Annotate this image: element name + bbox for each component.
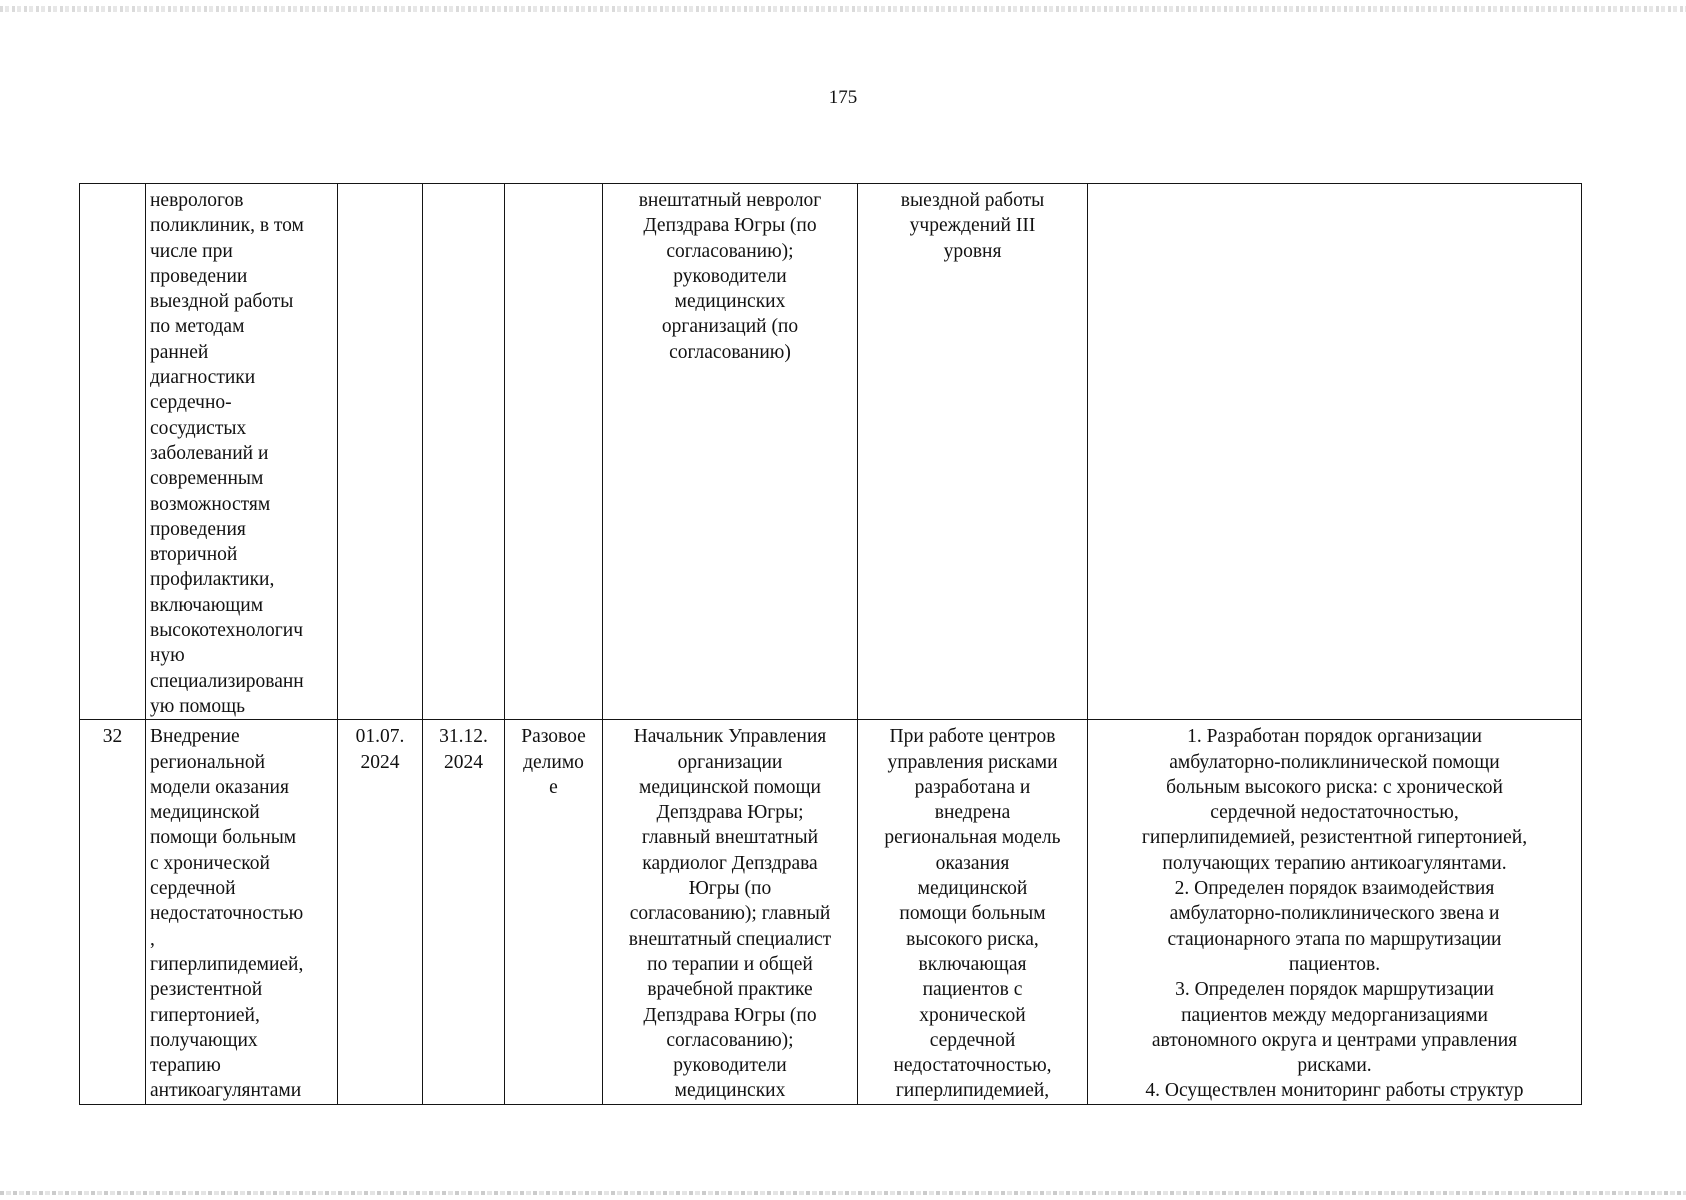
cell-text-line: специализированн xyxy=(150,670,304,692)
cell-text-line: гиперлипидемией, xyxy=(895,1080,1050,1102)
measures-table xyxy=(79,183,1582,1105)
cell-text-line: недостаточностью xyxy=(150,903,304,925)
cell-text-line: руководители xyxy=(673,265,787,287)
cell-text-line: внештатный специалист xyxy=(628,928,832,950)
cell-text-line: согласованию); главный xyxy=(629,903,831,925)
cell-text-line: 1. Разработан порядок организации xyxy=(1187,726,1482,748)
cell-text-line: ую помощь xyxy=(150,695,246,717)
cell-text-line: медицинской xyxy=(150,802,260,824)
cell-text-line: Югры (по xyxy=(688,878,772,900)
cell-text-line: медицинской xyxy=(917,878,1028,900)
cell-text-line: по методам xyxy=(150,316,245,338)
cell-text-line: оказания xyxy=(935,852,1010,874)
cell-text-line: профилактики, xyxy=(150,569,275,591)
cell-text-line: уровня xyxy=(943,240,1002,262)
cell-text-line: При работе центров xyxy=(889,726,1056,748)
cell-text-line: организаций (по xyxy=(661,316,799,338)
measure-type-cell xyxy=(505,184,603,720)
cell-text-line: неврологов xyxy=(150,190,244,211)
cell-text-line: ранней xyxy=(150,341,209,363)
measure-type-cell xyxy=(505,720,603,1104)
cell-text-line: высокотехнологич xyxy=(150,620,304,642)
cell-text-line: гипертонией, xyxy=(150,1004,260,1026)
cell-text-line: включающая xyxy=(918,953,1027,975)
cell-text-line: поликлиник, в том xyxy=(150,215,304,237)
cell-text-line: недостаточностью, xyxy=(893,1055,1052,1077)
cell-text-line: учреждений III xyxy=(909,215,1036,237)
cell-text-line: числе при xyxy=(150,240,233,262)
cell-text-line: сердечной недостаточностью, xyxy=(1210,802,1459,824)
cell-text-line: руководители xyxy=(673,1055,787,1077)
cell-text-line: сердечно- xyxy=(150,392,232,414)
cell-text-line: согласованию); xyxy=(666,240,794,262)
cell-text-line: внештатный невролог xyxy=(638,190,822,211)
cell-text-line: стационарного этапа по маршрутизации xyxy=(1167,928,1502,950)
cell-text-line: , xyxy=(150,928,155,950)
row-number: 32 xyxy=(102,726,123,748)
cell-text-line: современным xyxy=(150,468,264,490)
start-date-cell xyxy=(338,184,423,720)
end-date-cell xyxy=(423,720,505,1104)
cell-text-line: Депздрава Югры; xyxy=(656,802,804,824)
cell-text-line: медицинских xyxy=(674,291,786,313)
measure-cell xyxy=(146,184,338,720)
cell-text-line: согласованию) xyxy=(669,341,791,363)
cell-text-line: 01.07. xyxy=(355,726,405,748)
cell-text-line: вторичной xyxy=(150,544,238,566)
cell-text-line: терапию xyxy=(150,1055,221,1077)
cell-text-line: проведении xyxy=(150,265,248,287)
row-number-cell xyxy=(80,184,146,720)
cell-text-line: региональная модель xyxy=(884,827,1061,849)
row-number-cell xyxy=(80,720,146,1104)
cell-text-line: медицинской помощи xyxy=(639,776,821,798)
cell-text-line: больным высокого риска: с хронической xyxy=(1166,776,1503,798)
cell-text-line: Начальник Управления xyxy=(633,726,827,748)
cell-text-line: 4. Осуществлен мониторинг работы структур xyxy=(1145,1080,1524,1102)
cell-text-line: амбулаторно-поликлинического звена и xyxy=(1169,903,1500,925)
cell-text-line: сосудистых xyxy=(150,417,247,439)
measure-cell xyxy=(146,720,338,1104)
cell-text-line: врачебной практике xyxy=(647,979,813,1001)
responsible-cell xyxy=(603,184,858,720)
cell-text-line: выездной работы xyxy=(150,291,294,313)
page-number: 175 xyxy=(828,87,858,108)
cell-text-line: помощи больным xyxy=(899,903,1046,925)
cell-text-line: Разовое xyxy=(521,726,586,748)
cell-text-line: выездной работы xyxy=(900,190,1045,211)
cell-text-line: ную xyxy=(150,645,185,667)
cell-text-line: автономного округа и центрами управления xyxy=(1151,1029,1518,1051)
results-cell xyxy=(1088,184,1582,720)
characteristic-cell xyxy=(858,720,1088,1104)
cell-text-line: высокого риска, xyxy=(906,928,1039,950)
table-row xyxy=(80,720,1582,1104)
responsible-cell xyxy=(603,720,858,1104)
cell-text-line: сердечной xyxy=(150,878,236,900)
cell-text-line: модели оказания xyxy=(150,776,289,798)
cell-text-line: хронической xyxy=(919,1004,1026,1026)
cell-text-line: делимо xyxy=(523,751,584,773)
cell-text-line: кардиолог Депздрава xyxy=(642,852,818,874)
cell-text-line: возможностям xyxy=(150,493,271,515)
cell-text-line: пациентов. xyxy=(1288,953,1381,975)
start-date-cell xyxy=(338,720,423,1104)
cell-text-line: гиперлипидемией, xyxy=(150,953,304,975)
cell-text-line: управления рисками xyxy=(887,751,1058,773)
cell-text-line: Депздрава Югры (по xyxy=(643,1004,817,1026)
cell-text-line: главный внештатный xyxy=(641,827,819,849)
cell-text-line: диагностики xyxy=(150,367,256,389)
cell-text-line: Депздрава Югры (по xyxy=(643,215,817,237)
cell-text-line: 2. Определен порядок взаимодействия xyxy=(1174,878,1495,900)
table-row xyxy=(80,184,1582,720)
cell-text-line: 31.12. xyxy=(439,726,488,748)
cell-text-line: е xyxy=(549,776,558,798)
cell-text-line: организации xyxy=(677,751,783,773)
scan-edge-top xyxy=(0,6,1686,12)
cell-text-line: по терапии и общей xyxy=(647,953,813,975)
cell-text-line: Внедрение xyxy=(150,726,240,748)
cell-text-line: проведения xyxy=(150,518,246,540)
cell-text-line: разработана и xyxy=(914,776,1031,798)
end-date-cell xyxy=(423,184,505,720)
cell-text-line: включающим xyxy=(150,594,264,616)
cell-text-line: антикоагулянтами xyxy=(150,1080,302,1102)
cell-text-line: сердечной xyxy=(929,1029,1016,1051)
cell-text-line: заболеваний и xyxy=(150,442,269,464)
cell-text-line: 2024 xyxy=(360,751,400,773)
cell-text-line: помощи больным xyxy=(150,827,297,849)
cell-text-line: резистентной xyxy=(150,979,263,1001)
results-cell xyxy=(1088,720,1582,1104)
cell-text-line: амбулаторно-поликлинической помощи xyxy=(1169,751,1500,773)
cell-text-line: рисками. xyxy=(1297,1055,1372,1077)
cell-text-line: внедрена xyxy=(934,802,1011,824)
cell-text-line: с хронической xyxy=(150,852,270,874)
cell-text-line: согласованию); xyxy=(666,1029,794,1051)
scan-edge-bottom xyxy=(0,1191,1686,1195)
cell-text-line: медицинских xyxy=(674,1080,786,1102)
cell-text-line: пациентов с xyxy=(922,979,1023,1001)
cell-text-line: 3. Определен порядок маршрутизации xyxy=(1175,979,1494,1001)
cell-text-line: региональной xyxy=(150,751,266,773)
cell-text-line: гиперлипидемией, резистентной гипертонией, xyxy=(1141,827,1528,849)
cell-text-line: пациентов между медорганизациями xyxy=(1181,1004,1488,1026)
cell-text-line: получающих терапию антикоагулянтами. xyxy=(1162,852,1507,874)
cell-text-line: 2024 xyxy=(444,751,483,773)
cell-text-line: получающих xyxy=(150,1029,258,1051)
characteristic-cell xyxy=(858,184,1088,720)
